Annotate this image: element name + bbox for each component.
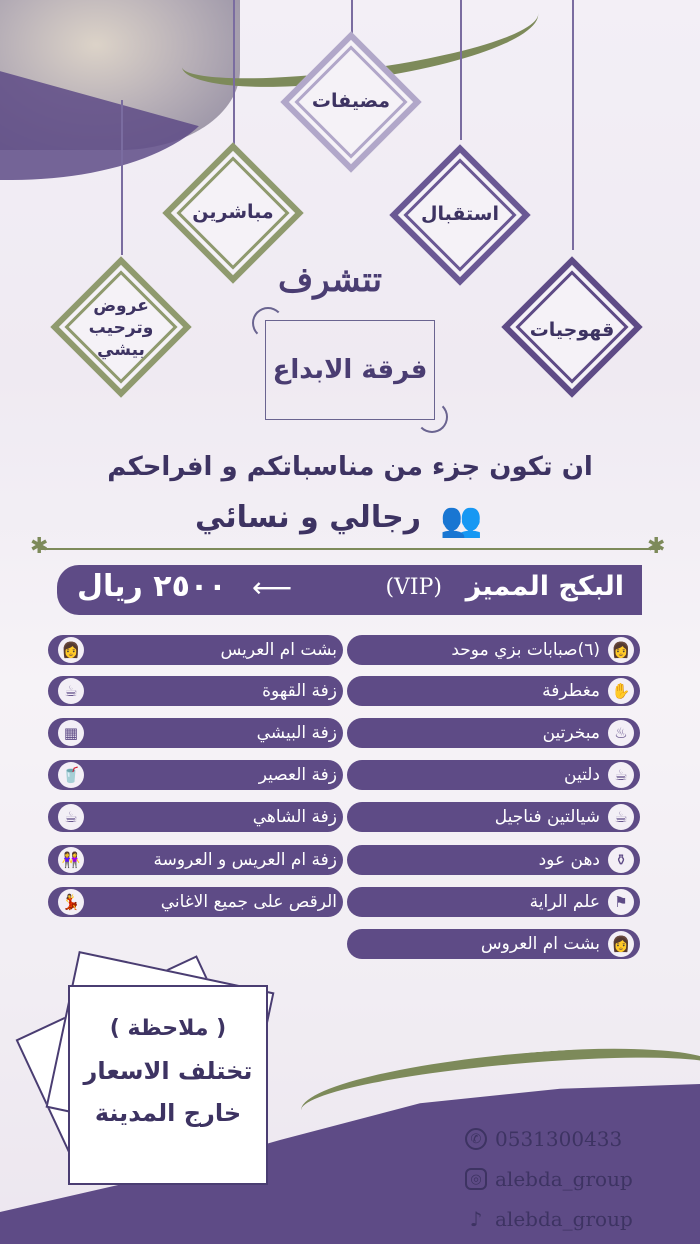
gender-label: رجالي و نسائي: [195, 500, 421, 535]
list-item: [347, 887, 640, 917]
woman-icon: 👩: [58, 637, 84, 663]
item-label: شيالتين فناجيل: [494, 807, 600, 827]
dallah-icon: ☕: [608, 762, 634, 788]
diamond-label: قهوجيات: [529, 319, 615, 341]
tray-icon: ▦: [58, 720, 84, 746]
couple-icon: 👭: [58, 847, 84, 873]
string: [121, 100, 123, 255]
oud-oil-icon: ⚱: [608, 847, 634, 873]
list-item: [48, 760, 343, 790]
juice-icon: 🥤: [58, 762, 84, 788]
list-item: [48, 676, 343, 706]
list-item: [347, 760, 640, 790]
list-item: [347, 718, 640, 748]
phone-number: 0531300433: [495, 1127, 623, 1151]
whatsapp-icon: ✆: [465, 1128, 487, 1150]
item-label: زفة العصير: [258, 765, 337, 785]
note: [68, 980, 268, 1180]
item-label: بشت ام العريس: [220, 640, 337, 660]
star-icon: ✱: [647, 534, 666, 559]
instagram-handle: alebda_group: [495, 1167, 633, 1191]
instagram-icon: ◎: [465, 1168, 487, 1190]
divider: [40, 548, 660, 550]
vip-name: البكج المميز: [465, 571, 624, 602]
note-title: ( ملاحظة ): [109, 1016, 227, 1041]
note-line: تختلف الاسعار: [83, 1057, 253, 1085]
diamond-label: استقبال: [420, 203, 499, 225]
server-icon: 👩: [608, 637, 634, 663]
hand-icon: ✋: [608, 678, 634, 704]
list-item: [48, 845, 343, 875]
arrow-left-icon: ⟵: [252, 571, 293, 604]
headline: ان تكون جزء من مناسباتكم و افراحكم: [107, 452, 593, 482]
contact-tiktok[interactable]: [465, 1207, 633, 1231]
item-label: زفة ام العريس و العروسة: [153, 850, 337, 870]
woman-icon: 👩: [608, 931, 634, 957]
item-label: دهن عود: [538, 850, 600, 870]
incense-icon: ♨: [608, 720, 634, 746]
dance-icon: 💃: [58, 889, 84, 915]
list-item: [347, 635, 640, 665]
team-frame: [265, 320, 435, 420]
item-label: زفة البيشي: [256, 723, 337, 743]
note-line: خارج المدينة: [94, 1099, 242, 1127]
item-label: زفة القهوة: [262, 681, 337, 701]
vip-bar: [57, 565, 642, 615]
list-item: [347, 929, 640, 959]
diamond-label: مضيفات: [311, 90, 391, 112]
vip-tag: (VIP): [385, 575, 442, 600]
item-label: دلتين: [564, 765, 600, 785]
string: [460, 0, 462, 140]
star-icon: ✱: [30, 534, 49, 559]
tiktok-icon: ♪: [469, 1207, 483, 1231]
item-label: بشت ام العروس: [480, 934, 600, 954]
cups-icon: ☕: [608, 804, 634, 830]
list-item: [347, 802, 640, 832]
string: [233, 0, 235, 150]
coffee-icon: ☕: [58, 678, 84, 704]
item-label: مبخرتين: [542, 723, 600, 743]
item-label: علم الراية: [529, 892, 600, 912]
contact-instagram[interactable]: [465, 1167, 633, 1191]
list-item: [48, 718, 343, 748]
list-item: [347, 845, 640, 875]
flag-icon: ⚑: [608, 889, 634, 915]
diamond-label: مباشرين: [192, 201, 274, 223]
vip-price: ٢٥٠٠ ريال: [77, 569, 227, 604]
list-item: [48, 887, 343, 917]
diamond-label: عروض وترحيب بيشي: [88, 296, 154, 361]
team-name: فرقة الابداع: [272, 355, 428, 385]
list-item: [48, 635, 343, 665]
tiktok-handle: alebda_group: [495, 1207, 633, 1231]
title-tashraf: تتشرف: [278, 260, 383, 300]
list-item: [48, 802, 343, 832]
list-item: [347, 676, 640, 706]
people-icon: 👥: [440, 500, 483, 540]
tea-icon: ☕: [58, 804, 84, 830]
string: [572, 0, 574, 250]
item-label: زفة الشاهي: [252, 807, 337, 827]
item-label: الرقص على جميع الاغاني: [160, 892, 337, 912]
item-label: (٦)صبابات بزي موحد: [451, 640, 600, 660]
contact-phone[interactable]: [465, 1127, 622, 1151]
item-label: مغطرفة: [542, 681, 600, 701]
